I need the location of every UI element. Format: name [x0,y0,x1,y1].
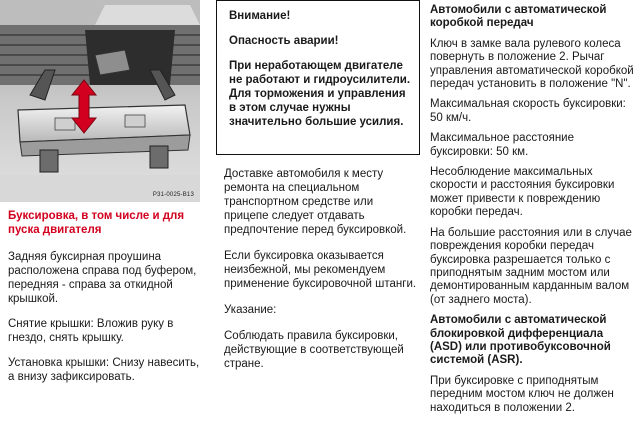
subsection-heading: Автомобили с автоматической коробкой передач [430,4,607,30]
towing-eye-photo [0,0,200,202]
warning-body: При неработающем двигателе не работают и гидроусилители. Для торможения и управления в этом случае нужны значительно большие усилия. [229,60,411,128]
warning-subheading: Опасность аварии! [229,35,339,47]
paragraph: Соблюдать правила буксировки, действующие в соответствующей стране. [224,330,404,370]
note-label: Указание: [224,304,277,316]
warning-box [216,0,420,155]
paragraph: На большие расстояния или в случае повреждения коробки передач буксировка разрешается только с приподнятым задним мостом или демонтированным карданным валом (от заднего моста). [430,226,632,306]
paragraph: Задняя буксирная проушина расположена справа под буфером, передняя - справа за откидной крышкой. [8,251,197,305]
paragraph: Доставке автомобиля к месту ремонта на специальном транспортном средстве или прицепе следует отдавать предпочтение перед буксировкой. [224,168,407,236]
section-title: Буксировка, в том числе и для пуска двигателя [8,210,185,236]
middle-body-text [224,167,420,383]
left-body-text [8,250,200,395]
right-column [430,0,638,444]
paragraph: Ключ в замке вала рулевого колеса повернуть в положение 2. Рычаг управления автоматической коробкой передач установить в положение "N". [430,37,634,91]
paragraph: Снятие крышки: Вложив руку в гнездо, снять крышку. [8,318,174,344]
middle-column [216,0,421,444]
bumper-illustration [0,0,200,202]
paragraph: При буксировке с приподнятым передним мостом ключ не должен находиться в положении 2. [430,374,614,414]
paragraph: Максимальная скорость буксировки: 50 км/ч. [430,98,626,124]
paragraph: Установка крышки: Снизу навесить, а внизу зафиксировать. [8,357,200,383]
paragraph: Несоблюдение максимальных скорости и расстояния буксировки может привести к повреждению коробки передач. [430,166,615,219]
paragraph: Если буксировка оказывается неизбежной, мы рекомендуем применение буксировочной штанги. [224,250,417,290]
subsection-heading: Автомобили с автоматической блокировкой дифференциала (ASD) или противобуксовочной системой (ASR). [430,314,611,367]
right-body-text [430,4,634,422]
photo-code: P31-0025-B13 [152,192,194,198]
left-column [0,0,205,444]
warning-heading: Внимание! [229,10,291,22]
paragraph: Максимальное расстояние буксировки: 50 км. [430,132,575,158]
